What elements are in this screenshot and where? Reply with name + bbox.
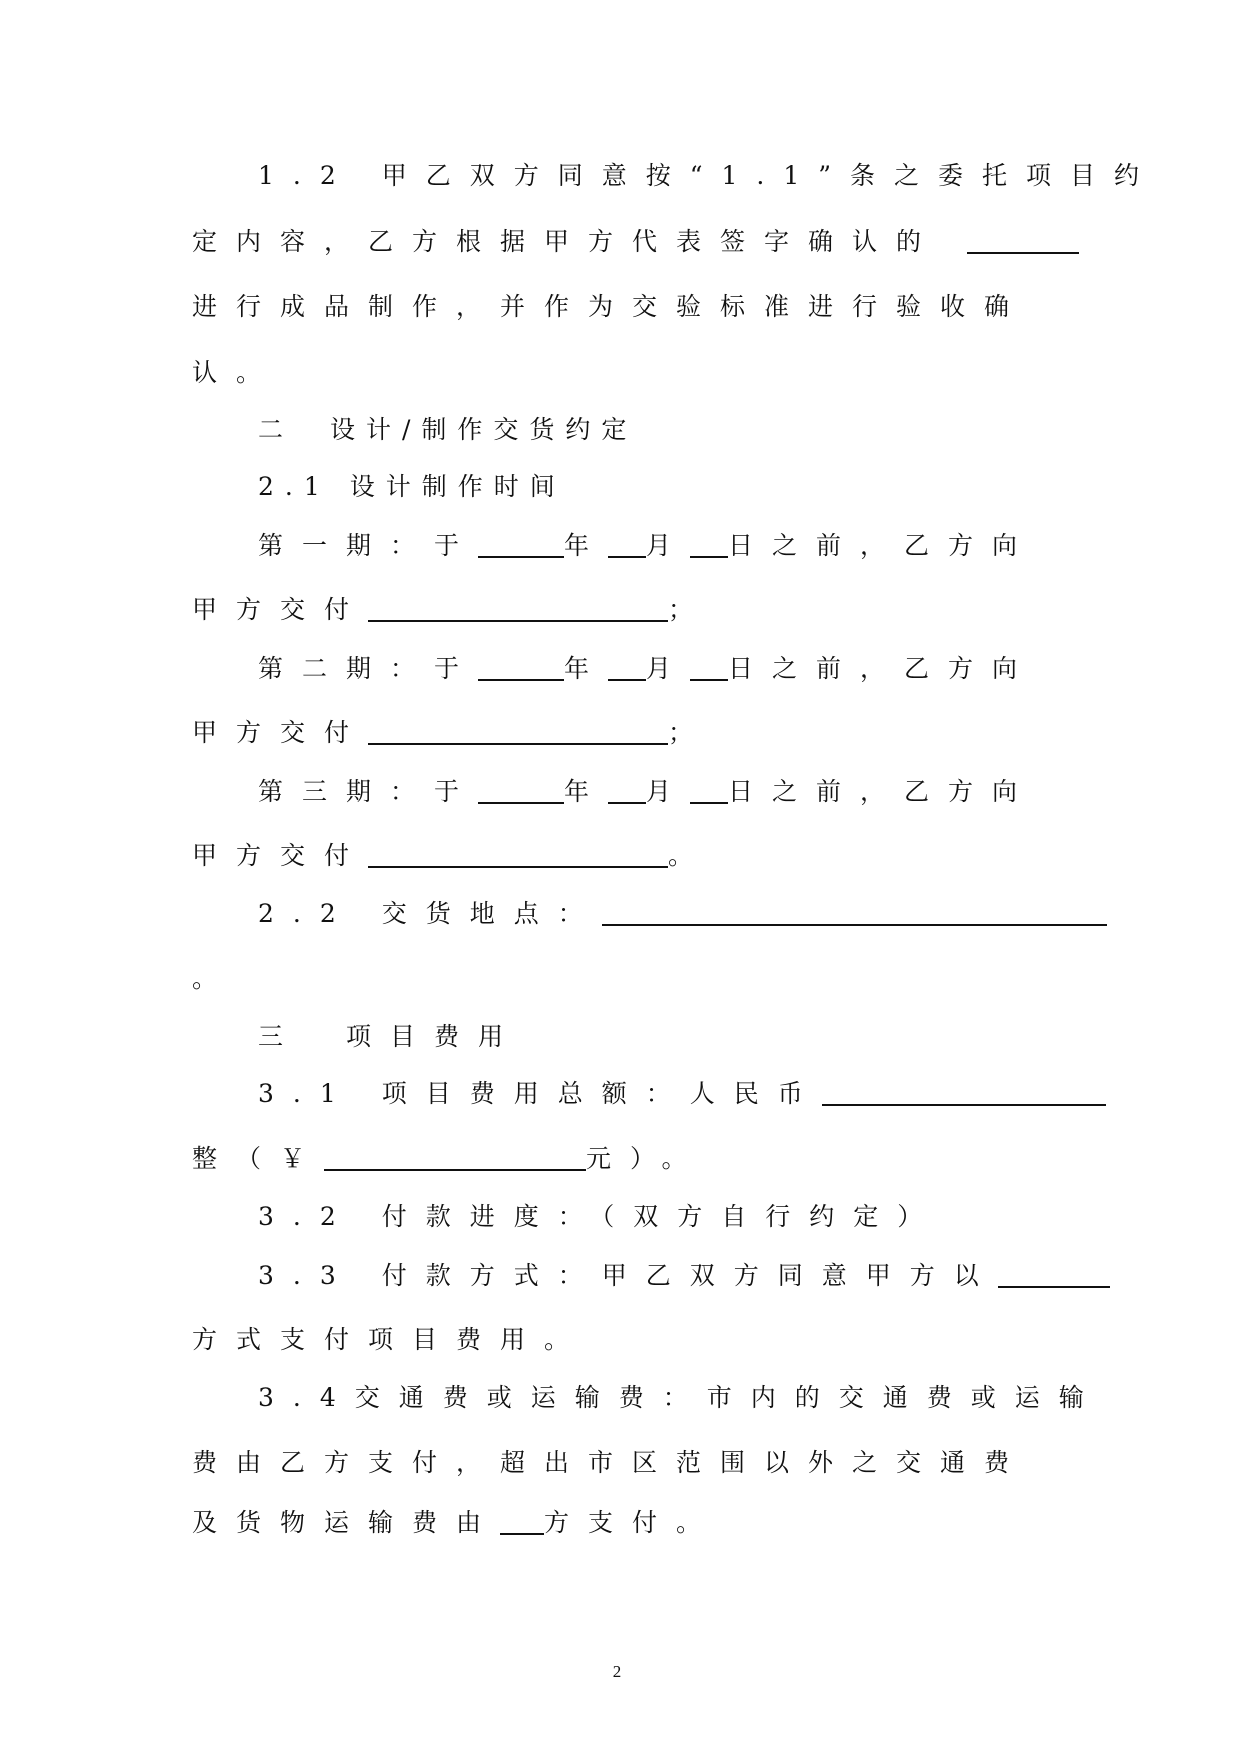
period-3-line-1: 第三期：于 年 月 日之前，乙方向	[258, 777, 1037, 806]
clause-1-2-line-2: 定内容，乙方根据甲方代表签字确认的	[192, 226, 1079, 258]
page-number: 2	[612, 1662, 622, 1681]
clause-2-2-line-2: 。	[192, 964, 218, 993]
clause-2-2-line-1: 2.2 交货地点：	[258, 898, 1107, 930]
blank-payment-method[interactable]	[998, 1262, 1110, 1288]
clause-3-3-line-1: 3.3 付款方式：甲乙双方同意甲方以	[258, 1260, 1110, 1292]
clause-2-1-heading: 2.1 设计制作时间	[258, 472, 566, 501]
blank-period-2-year[interactable]	[478, 655, 564, 681]
blank-period-2-month[interactable]	[608, 655, 646, 681]
clause-1-2-line-3: 进行成品制作，并作为交验标准进行验收确	[192, 292, 1029, 321]
period-2-line-1: 第二期：于 年 月 日之前，乙方向	[258, 654, 1037, 683]
section-2-heading: 二 设计/制作交货约定	[258, 415, 638, 444]
section-3-heading: 三 项目费用	[258, 1022, 523, 1051]
blank-period-1-deliverable[interactable]	[368, 596, 668, 622]
clause-3-4-line-2: 费由乙方支付，超出市区范围以外之交通费	[192, 1448, 1029, 1477]
period-1-line-1: 第一期：于 年 月 日之前，乙方向	[258, 531, 1037, 560]
blank-period-3-month[interactable]	[608, 778, 646, 804]
clause-1-2-line-4: 认。	[192, 358, 281, 387]
blank-period-3-deliverable[interactable]	[368, 842, 668, 868]
blank-period-3-day[interactable]	[690, 778, 728, 804]
clause-3-1-line-2: 整（￥ 元）。	[192, 1144, 706, 1173]
clause-3-4-line-3: 及货物运输费由 方支付。	[192, 1508, 721, 1537]
blank-total-amount-words[interactable]	[822, 1080, 1106, 1106]
clause-3-3-line-2: 方式支付项目费用。	[192, 1325, 589, 1354]
period-1-line-2: 甲方交付 ；	[192, 595, 713, 624]
blank-confirm-item[interactable]	[967, 228, 1079, 254]
blank-period-3-year[interactable]	[478, 778, 564, 804]
blank-delivery-location[interactable]	[602, 900, 1107, 926]
blank-period-1-month[interactable]	[608, 532, 646, 558]
blank-total-amount-figures[interactable]	[324, 1145, 586, 1171]
period-2-line-2: 甲方交付 ；	[192, 718, 713, 747]
blank-period-1-day[interactable]	[690, 532, 728, 558]
period-3-line-2: 甲方交付 。	[192, 841, 713, 870]
clause-3-2: 3.2 付款进度：（双方自行约定）	[258, 1202, 942, 1231]
blank-period-2-deliverable[interactable]	[368, 719, 668, 745]
clause-3-1-line-1: 3.1 项目费用总额：人民币	[258, 1078, 1106, 1110]
clause-3-4-line-1: 3.4交通费或运输费：市内的交通费或运输	[258, 1383, 1103, 1412]
blank-period-1-year[interactable]	[478, 532, 564, 558]
blank-period-2-day[interactable]	[690, 655, 728, 681]
clause-1-2-line-1: 1.2 甲乙双方同意按“1.1”条之委托项目约	[258, 161, 1159, 190]
blank-transport-payer[interactable]	[500, 1509, 544, 1535]
